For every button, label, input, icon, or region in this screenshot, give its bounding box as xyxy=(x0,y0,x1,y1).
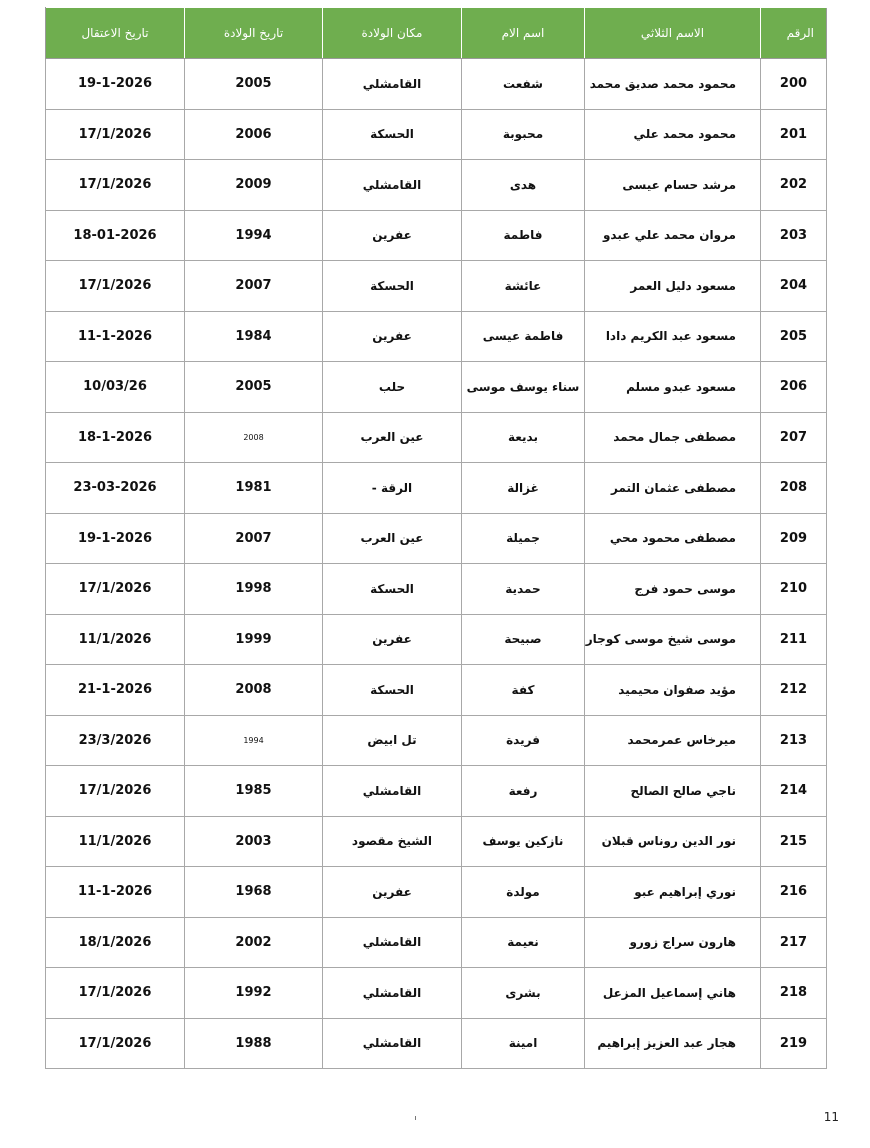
cell-mother-name: بديعة xyxy=(462,412,585,463)
cell-mother-name: كفة xyxy=(462,665,585,716)
table-row xyxy=(46,261,827,312)
cell-number: 217 xyxy=(761,917,827,968)
cell-birthplace: القامشلي xyxy=(323,59,462,110)
cell-number: 206 xyxy=(761,362,827,413)
cell-number: 204 xyxy=(761,261,827,312)
cell-arrest-date: 17/1/2026 xyxy=(46,261,185,312)
cell-arrest-date: 11-1-2026 xyxy=(46,311,185,362)
cell-number: 207 xyxy=(761,412,827,463)
table-row xyxy=(46,463,827,514)
table-row xyxy=(46,311,827,362)
cell-birthplace: عفرين xyxy=(323,311,462,362)
cell-mother-name: محبوبة xyxy=(462,109,585,160)
cell-mother-name: امينة xyxy=(462,1018,585,1069)
page-number: 11 xyxy=(823,1110,839,1124)
table-row xyxy=(46,513,827,564)
cell-number: 219 xyxy=(761,1018,827,1069)
cell-birthdate: 2008 xyxy=(185,412,323,463)
header-mother-name: اسم الام xyxy=(462,8,585,59)
cell-mother-name: رفعة xyxy=(462,766,585,817)
cell-birthdate: 2005 xyxy=(185,59,323,110)
cell-arrest-date: 11/1/2026 xyxy=(46,816,185,867)
cell-birthplace: الشيخ مقصود xyxy=(323,816,462,867)
cell-full-name: مصطفى جمال محمد xyxy=(585,412,761,463)
cell-number: 205 xyxy=(761,311,827,362)
cell-birthdate: 2007 xyxy=(185,261,323,312)
cell-arrest-date: 21-1-2026 xyxy=(46,665,185,716)
cell-full-name: مرشد حسام عيسى xyxy=(585,160,761,211)
cell-arrest-date: 11-1-2026 xyxy=(46,867,185,918)
table-row xyxy=(46,614,827,665)
cell-number: 201 xyxy=(761,109,827,160)
table-row xyxy=(46,412,827,463)
cell-birthdate: 1984 xyxy=(185,311,323,362)
cell-mother-name: شفعت xyxy=(462,59,585,110)
cell-birthdate: 2003 xyxy=(185,816,323,867)
table-row xyxy=(46,968,827,1019)
table-row xyxy=(46,59,827,110)
cell-full-name: موسى شيخ موسى كوجار xyxy=(585,614,761,665)
cell-arrest-date: 19-1-2026 xyxy=(46,513,185,564)
cell-mother-name: هدى xyxy=(462,160,585,211)
cell-full-name: هاني إسماعيل المزعل xyxy=(585,968,761,1019)
detainee-table-container xyxy=(45,7,826,1069)
table-row xyxy=(46,766,827,817)
cell-birthplace: عفرين xyxy=(323,867,462,918)
cell-full-name: ميرخاس عمرمحمد xyxy=(585,715,761,766)
cell-full-name: نور الدين روناس قبلان xyxy=(585,816,761,867)
cell-birthdate: 1981 xyxy=(185,463,323,514)
cell-number: 202 xyxy=(761,160,827,211)
cell-arrest-date: 18/1/2026 xyxy=(46,917,185,968)
scan-mark xyxy=(415,1116,416,1120)
cell-mother-name: بشرى xyxy=(462,968,585,1019)
cell-arrest-date: 10/03/26 xyxy=(46,362,185,413)
cell-mother-name: فريدة xyxy=(462,715,585,766)
cell-birthplace: الحسكة xyxy=(323,109,462,160)
cell-number: 216 xyxy=(761,867,827,918)
table-row xyxy=(46,917,827,968)
header-number: الرقم xyxy=(761,8,827,59)
cell-birthdate: 1968 xyxy=(185,867,323,918)
cell-full-name: مسعود عبد الكريم دادا xyxy=(585,311,761,362)
cell-arrest-date: 17/1/2026 xyxy=(46,1018,185,1069)
cell-birthdate: 2006 xyxy=(185,109,323,160)
cell-mother-name: سناء يوسف موسى xyxy=(462,362,585,413)
cell-arrest-date: 17/1/2026 xyxy=(46,968,185,1019)
header-birthplace: مكان الولادة xyxy=(323,8,462,59)
cell-arrest-date: 17/1/2026 xyxy=(46,564,185,615)
cell-birthplace: القامشلي xyxy=(323,968,462,1019)
cell-arrest-date: 18-1-2026 xyxy=(46,412,185,463)
table-header xyxy=(46,8,827,59)
cell-mother-name: نازكين يوسف xyxy=(462,816,585,867)
cell-arrest-date: 19-1-2026 xyxy=(46,59,185,110)
cell-full-name: مصطفى عثمان التمر xyxy=(585,463,761,514)
header-birthdate: تاريخ الولادة xyxy=(185,8,323,59)
cell-birthdate: 1999 xyxy=(185,614,323,665)
cell-mother-name: نعيمة xyxy=(462,917,585,968)
table-row xyxy=(46,867,827,918)
cell-number: 200 xyxy=(761,59,827,110)
cell-birthdate: 2005 xyxy=(185,362,323,413)
cell-number: 213 xyxy=(761,715,827,766)
cell-full-name: مسعود دليل العمر xyxy=(585,261,761,312)
cell-number: 214 xyxy=(761,766,827,817)
table-row xyxy=(46,715,827,766)
table-row xyxy=(46,564,827,615)
cell-birthplace: القامشلي xyxy=(323,766,462,817)
cell-arrest-date: 17/1/2026 xyxy=(46,109,185,160)
table-row xyxy=(46,210,827,261)
cell-birthdate: 1994 xyxy=(185,715,323,766)
cell-mother-name: مولدة xyxy=(462,867,585,918)
cell-birthplace: تل ابيض xyxy=(323,715,462,766)
cell-full-name: ناجي صالح الصالح xyxy=(585,766,761,817)
cell-arrest-date: 17/1/2026 xyxy=(46,766,185,817)
cell-arrest-date: 23-03-2026 xyxy=(46,463,185,514)
cell-arrest-date: 23/3/2026 xyxy=(46,715,185,766)
cell-birthdate: 1988 xyxy=(185,1018,323,1069)
cell-number: 215 xyxy=(761,816,827,867)
cell-birthplace: الحسكة xyxy=(323,564,462,615)
cell-mother-name: صبيحة xyxy=(462,614,585,665)
cell-full-name: هارون سراج زورو xyxy=(585,917,761,968)
cell-number: 208 xyxy=(761,463,827,514)
cell-birthplace: حلب xyxy=(323,362,462,413)
cell-birthplace: الحسكة xyxy=(323,261,462,312)
cell-number: 212 xyxy=(761,665,827,716)
cell-birthdate: 1992 xyxy=(185,968,323,1019)
cell-number: 210 xyxy=(761,564,827,615)
cell-mother-name: غزالة xyxy=(462,463,585,514)
cell-full-name: هجار عبد العزيز إبراهيم xyxy=(585,1018,761,1069)
cell-full-name: مروان محمد علي عبدو xyxy=(585,210,761,261)
cell-mother-name: عائشة xyxy=(462,261,585,312)
cell-birthplace: الرقة - xyxy=(323,463,462,514)
cell-number: 203 xyxy=(761,210,827,261)
cell-arrest-date: 11/1/2026 xyxy=(46,614,185,665)
cell-mother-name: جميلة xyxy=(462,513,585,564)
cell-birthdate: 1985 xyxy=(185,766,323,817)
cell-birthplace: عفرين xyxy=(323,614,462,665)
cell-birthdate: 2007 xyxy=(185,513,323,564)
table-row xyxy=(46,816,827,867)
cell-full-name: موسى حمود فرج xyxy=(585,564,761,615)
cell-birthdate: 2002 xyxy=(185,917,323,968)
cell-full-name: مصطفى محمود محي xyxy=(585,513,761,564)
cell-birthplace: القامشلي xyxy=(323,1018,462,1069)
cell-full-name: نوري إبراهيم عبو xyxy=(585,867,761,918)
header-arrest-date: تاريخ الاعتقال xyxy=(46,8,185,59)
cell-number: 211 xyxy=(761,614,827,665)
cell-birthdate: 1998 xyxy=(185,564,323,615)
table-row xyxy=(46,160,827,211)
cell-birthdate: 2008 xyxy=(185,665,323,716)
detainee-table xyxy=(45,7,827,1069)
cell-full-name: مسعود عبدو مسلم xyxy=(585,362,761,413)
cell-number: 209 xyxy=(761,513,827,564)
cell-birthplace: عفرين xyxy=(323,210,462,261)
cell-arrest-date: 17/1/2026 xyxy=(46,160,185,211)
table-row xyxy=(46,109,827,160)
cell-birthplace: الحسكة xyxy=(323,665,462,716)
cell-birthdate: 2009 xyxy=(185,160,323,211)
cell-full-name: مؤيد صفوان محيميد xyxy=(585,665,761,716)
cell-full-name: محمود محمد علي xyxy=(585,109,761,160)
header-full-name: الاسم الثلاثي xyxy=(585,8,761,59)
cell-birthplace: عين العرب xyxy=(323,412,462,463)
cell-number: 218 xyxy=(761,968,827,1019)
header-row xyxy=(46,8,827,59)
cell-full-name: محمود محمد صديق محمد xyxy=(585,59,761,110)
table-body xyxy=(46,59,827,1069)
cell-mother-name: فاطمة عيسى xyxy=(462,311,585,362)
table-row xyxy=(46,1018,827,1069)
cell-birthplace: القامشلي xyxy=(323,917,462,968)
cell-birthplace: عين العرب xyxy=(323,513,462,564)
table-row xyxy=(46,665,827,716)
cell-birthplace: القامشلي xyxy=(323,160,462,211)
cell-mother-name: فاطمة xyxy=(462,210,585,261)
cell-birthdate: 1994 xyxy=(185,210,323,261)
cell-arrest-date: 18-01-2026 xyxy=(46,210,185,261)
table-row xyxy=(46,362,827,413)
cell-mother-name: حمدية xyxy=(462,564,585,615)
